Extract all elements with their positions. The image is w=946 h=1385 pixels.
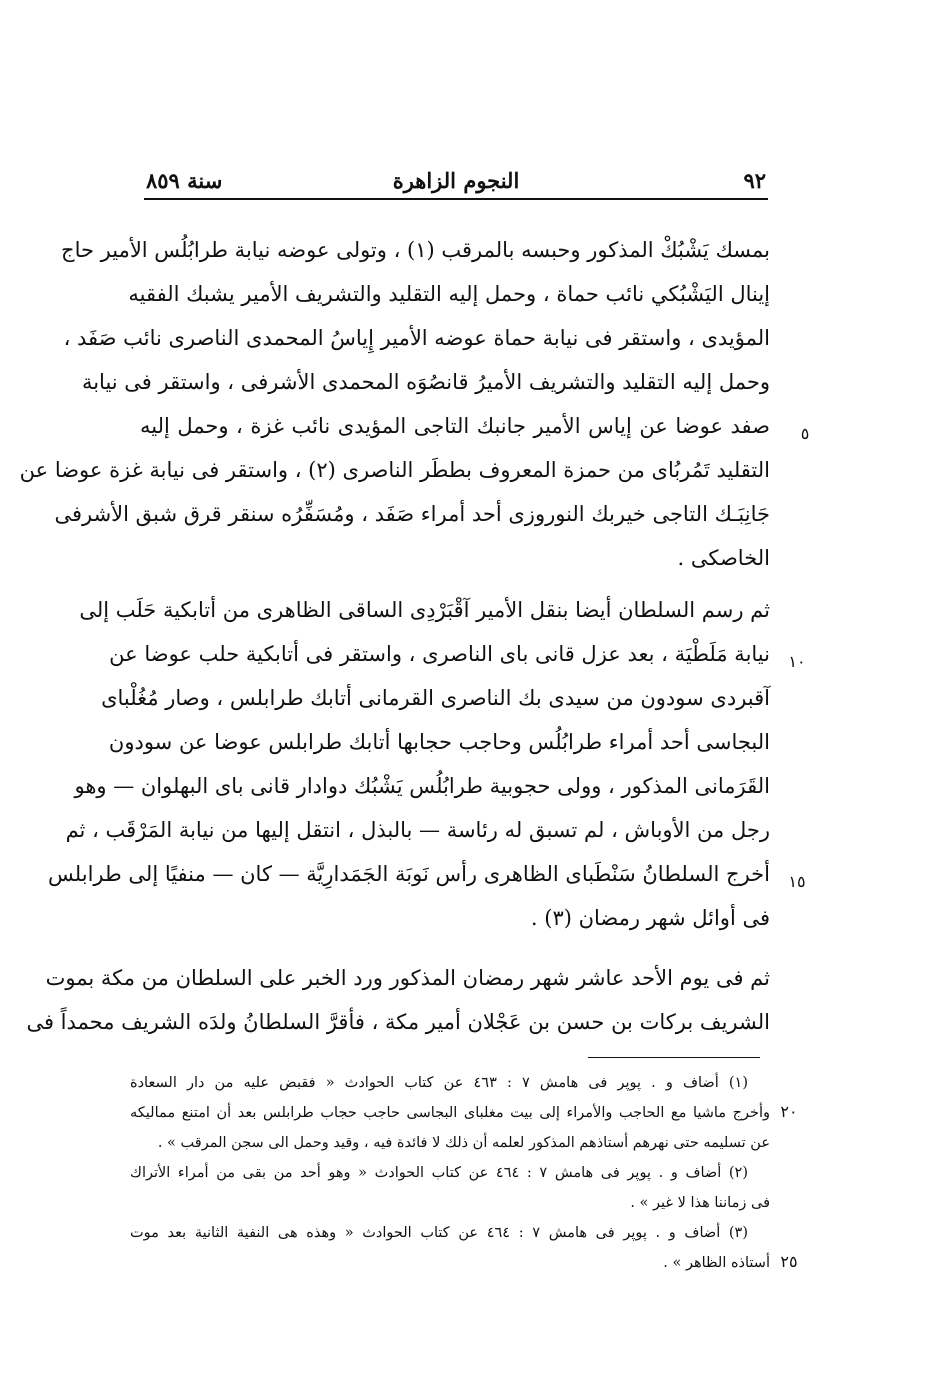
footnote bbox=[130, 1158, 770, 1218]
footnotes bbox=[130, 1068, 770, 1278]
text-line: وحمل إليه التقليد والتشريف الأميرُ قانصُوَه المحمدى الأشرفى ، واستقر فى نيابة bbox=[81, 370, 770, 394]
text-line: ثم رسم السلطان أيضا بنقل الأمير آقْبَرْدِى الساقى الظاهرى من أتابكية حَلَب إلى bbox=[79, 598, 770, 622]
footnote-line: (٣) أضاف و . پوپر فى هامش ٧ : ٤٦٤ عن كتاب الحوادث « وهذه هى النفية الثانية بعد موت bbox=[130, 1225, 748, 1241]
text-line: نيابة مَلَطْيَة ، بعد عزل قانى باى الناصرى ، واستقر فى أتابكية حلب عوضا عن bbox=[109, 642, 770, 666]
line-number-margin: ٢٠ bbox=[780, 1102, 798, 1121]
text-line: ثم فى يوم الأحد عاشر شهر رمضان المذكور ورد الخبر على السلطان من مكة بموت bbox=[45, 966, 770, 990]
text-line: أخرج السلطانُ سَنْطَباى الظاهرى رأس نَوبَة الجَمَدارِيَّة — كان — منفيًا إلى طرابلس bbox=[48, 862, 770, 886]
text-line: الخاصكى . bbox=[677, 546, 770, 570]
footnote-rule bbox=[588, 1057, 760, 1058]
footnote bbox=[130, 1068, 770, 1158]
footnote-line: (١) أضاف و . پوپر فى هامش ٧ : ٤٦٣ عن كتاب الحوادث « فقبض عليه من دار السعادة bbox=[130, 1075, 748, 1091]
text-line: التقليد تَمُربُاى من حمزة المعروف بططَر الناصرى (٢) ، واستقر فى نيابة غزة عوضا عن bbox=[19, 458, 770, 482]
header-page-number: ٩٢ bbox=[743, 168, 766, 193]
footnote-line: (٢) أضاف و . پوپر فى هامش ٧ : ٤٦٤ عن كتاب الحوادث « وهو أحد من بقى من أمراء الأتراك bbox=[130, 1165, 748, 1181]
text-line: آقبردى سودون من سيدى بك الناصرى القرمانى أتابك طرابلس ، وصار مُغُلْباى bbox=[101, 686, 770, 710]
running-header bbox=[146, 168, 766, 198]
text-line: بمسك يَشْبُكْ المذكور وحبسه بالمرقب (١) ، وتولى عوضه نيابة طرابُلُس الأمير حاج bbox=[61, 238, 770, 262]
text-line: صفد عوضا عن إياس الأمير جانبك التاجى المؤيدى نائب غزة ، وحمل إليه bbox=[140, 414, 770, 438]
footnote-line: أستاذه الظاهر » . bbox=[663, 1255, 770, 1271]
line-number-margin: ٥ bbox=[800, 424, 810, 443]
text-line: المؤيدى ، واستقر فى نيابة حماة عوضه الأمير إِياسُ المحمدى الناصرى نائب صَفَد ، bbox=[63, 326, 770, 350]
footnote-line: وأخرج ماشيا مع الحاجب والأمراء إلى بيت مغلباى البجاسى حاجب حجاب طرابلس بعد أن امتنع مماليكه bbox=[130, 1105, 770, 1121]
line-number-margin: ١٠ bbox=[788, 652, 806, 671]
paragraph bbox=[26, 956, 770, 1044]
paragraph bbox=[19, 228, 770, 580]
header-book-title: النجوم الزاهرة bbox=[392, 168, 520, 193]
footnote bbox=[130, 1218, 770, 1278]
line-number-margin: ٢٥ bbox=[780, 1252, 798, 1271]
footnote-line: فى زماننا هذا لا غير » . bbox=[630, 1195, 770, 1211]
text-line: جَانِبَـك التاجى خيربك النوروزى أحد أمراء صَفَد ، ومُسَفِّرُه سنقر قرق شبق الأشرفى bbox=[54, 502, 770, 526]
text-line: رجل من الأوباش ، لم تسبق له رئاسة — بالبذل ، انتقل إليها من نيابة المَرْقَب ، ثم bbox=[65, 818, 770, 842]
main-text bbox=[19, 228, 770, 1044]
text-line: الشريف بركات بن حسن بن عَجْلان أمير مكة ، فأقرَّ السلطانُ ولدَه الشريف محمداً فى bbox=[26, 1010, 770, 1034]
header-rule bbox=[144, 198, 768, 200]
header-year: سنة ٨٥٩ bbox=[146, 168, 223, 193]
text-line: القَرَمانى المذكور ، وولى حجوبية طرابُلُس يَشْبُك دوادار قانى باى البهلوان — وهو bbox=[74, 774, 770, 798]
line-number-margin: ١٥ bbox=[788, 872, 806, 891]
paragraph bbox=[48, 588, 770, 940]
footnote-line: عن تسليمه حتى نهرهم أستاذهم المذكور لعلمه أن ذلك لا فائدة فيه ، وقيد وحمل الى سجن المرقب » . bbox=[157, 1135, 770, 1151]
text-line: إينال اليَشْبُكي نائب حماة ، وحمل إليه التقليد والتشريف الأمير يشبك الفقيه bbox=[128, 282, 770, 306]
text-line: فى أوائل شهر رمضان (٣) . bbox=[530, 906, 770, 930]
text-line: البجاسى أحد أمراء طرابُلُس وحاجب حجابها أتابك طرابلس عوضا عن سودون bbox=[108, 730, 770, 754]
